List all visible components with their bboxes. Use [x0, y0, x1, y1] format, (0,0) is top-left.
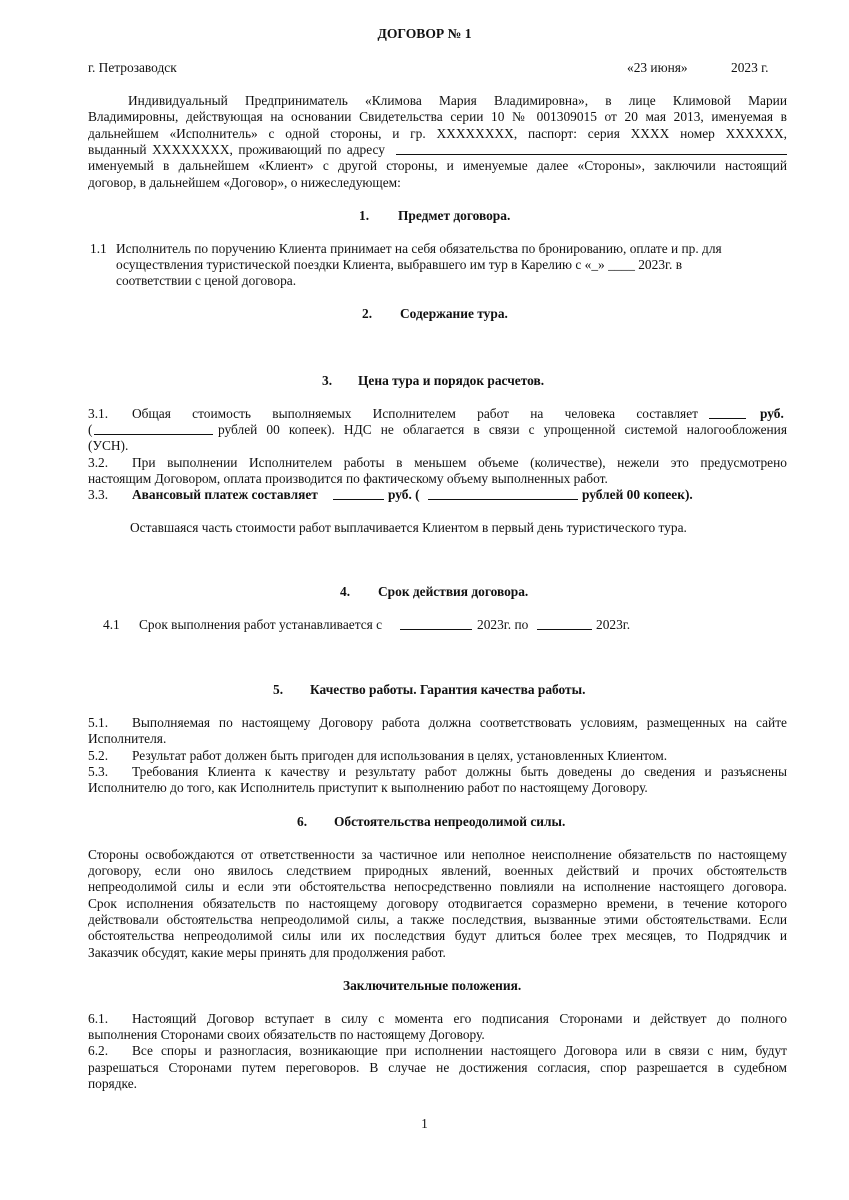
clause-number: 3.2.	[88, 455, 109, 470]
address-blank	[396, 154, 787, 155]
clause-line: Требования Клиента к качеству и результату работ должны быть доведены до сведения и разъяснены	[132, 764, 787, 779]
preamble-line: Владимировны, действующая на основании Свидетельства серии 10 № 001309015 от 20 мая 2013, именуемая в	[88, 109, 787, 124]
section-number: 4.	[340, 584, 351, 599]
force-majeure-line: договору, если оно явилось следствием природных явлений, военных действий и прочих обстоятельств	[88, 863, 787, 878]
clause-line: Исполнителю до того, как Исполнитель приступит к выполнению работ по настоящему Договору.	[88, 780, 648, 795]
clause-line: соответствии с ценой договора.	[116, 273, 297, 288]
clause-number: 6.2.	[88, 1043, 109, 1058]
clause-number: 3.3.	[88, 487, 109, 502]
term-to-label: 2023г. по	[477, 617, 529, 632]
page-number: 1	[421, 1116, 428, 1131]
force-majeure-line: Стороны освобождаются от ответственности за частичное или неполное неисполнение обязательств по настоящему	[88, 847, 787, 862]
force-majeure-line: Заказчик обсудят, какие меры принять для продолжения работ.	[88, 945, 446, 960]
clause-line: (УСН).	[88, 438, 129, 453]
clause-number: 3.1.	[88, 406, 109, 421]
clause-number: 4.1	[103, 617, 120, 632]
clause-number: 5.1.	[88, 715, 109, 730]
clause-line: Результат работ должен быть пригоден для использования в целях, установленных Клиентом.	[132, 748, 668, 763]
clause-line: Выполняемая по настоящему Договору работа должна соответствовать условиям, размещенных на сайте	[132, 715, 787, 730]
section-number: 1.	[359, 208, 370, 223]
preamble-line: договор, в дальнейшем «Договор», о нижеследующем:	[88, 175, 401, 190]
date-year: 2023 г.	[731, 60, 769, 75]
clause-line: При выполнении Исполнителем работы в меньшем объеме (количестве), нежели это предусмотрено	[132, 455, 787, 470]
clause-number: 1.1	[90, 241, 107, 256]
date-day: «23 июня»	[627, 60, 688, 75]
term-from-blank	[400, 629, 472, 630]
force-majeure-line: обстоятельства непреодолимой силы или их последствия будут длиться более трех месяцев, то Подрядчик и	[88, 928, 787, 943]
advance-kopecks: рублей 00 копеек).	[582, 487, 693, 502]
advance-label: Авансовый платеж составляет	[132, 487, 318, 502]
section-title: Обстоятельства непреодолимой силы.	[334, 814, 566, 829]
term-to-blank	[537, 629, 592, 630]
clause-line: Исполнитель по поручению Клиента принимает на себя обязательства по бронированию, оплате и пр. для	[116, 241, 722, 256]
clause-line: порядке.	[88, 1076, 137, 1091]
advance-blank	[333, 499, 384, 500]
section-title: Содержание тура.	[400, 306, 508, 321]
clause-line: настоящим Договором, оплата производится по фактическому объему выполненных работ.	[88, 471, 608, 486]
section-number: 2.	[362, 306, 373, 321]
clause-number: 5.2.	[88, 748, 109, 763]
remainder-text: Оставшаяся часть стоимости работ выплачивается Клиентом в первый день туристического тура.	[130, 520, 687, 535]
clause-number: 5.3.	[88, 764, 109, 779]
price-blank	[709, 418, 746, 419]
advance-rub: руб. (	[388, 487, 420, 502]
advance-words-blank	[428, 499, 578, 500]
rub-label: руб.	[760, 406, 784, 421]
clause-line: осуществления туристической поездки Клиента, выбравшего им тур в Карелию с «_» ____ 2023г. в	[116, 257, 683, 272]
clause-line: Настоящий Договор вступает в силу с момента его подписания Сторонами и действует до полного	[132, 1011, 787, 1026]
price-words-blank	[94, 434, 213, 435]
city: г. Петрозаводск	[88, 60, 177, 75]
clause-line: разрешаться Сторонами путем переговоров. В случае не достижения согласия, спор разрешается в судебном	[88, 1060, 787, 1075]
clause-line: рублей 00 копеек). НДС не облагается в связи с упрощенной системой налогообложения	[218, 422, 787, 437]
force-majeure-line: непреодолимой силы и если эти обстоятельства непосредственно повлияли на исполнение настоящего договора.	[88, 879, 787, 894]
preamble-line: выданный XXXXXXXX, проживающий по адресу	[88, 142, 385, 157]
section-number: 5.	[273, 682, 284, 697]
clause-line: выполнения Сторонами своих обязательств по настоящему Договору.	[88, 1027, 485, 1042]
clause-number: 6.1.	[88, 1011, 109, 1026]
paren-open: (	[88, 422, 93, 437]
document-title: ДОГОВОР № 1	[377, 26, 472, 41]
section-title: Предмет договора.	[398, 208, 511, 223]
section-title: Качество работы. Гарантия качества работы.	[310, 682, 586, 697]
force-majeure-line: действовали обстоятельства непреодолимой силы, а также последствия, вызванные этими обстоятельствами. Если	[88, 912, 787, 927]
clause-line: Общая стоимость выполняемых Исполнителем работ на человека составляет	[132, 406, 698, 421]
preamble-line: Индивидуальный Предприниматель «Климова Мария Владимировна», в лице Климовой Марии	[128, 93, 787, 108]
section-title: Заключительные положения.	[343, 978, 522, 993]
section-number: 3.	[322, 373, 333, 388]
section-title: Цена тура и порядок расчетов.	[358, 373, 545, 388]
clause-line: Исполнителя.	[88, 731, 167, 746]
section-number: 6.	[297, 814, 308, 829]
term-end-label: 2023г.	[596, 617, 631, 632]
term-from-label: Срок выполнения работ устанавливается с	[139, 617, 383, 632]
force-majeure-line: Срок исполнения обязательств по настоящему договору отодвигается соразмерно времени, в течение которого	[88, 896, 787, 911]
clause-line: Все споры и разногласия, возникающие при исполнении настоящего Договора или в связи с ним, будут	[132, 1043, 787, 1058]
preamble-line: дальнейшем «Исполнитель» с одной стороны, и гр. XXXXXXXX, паспорт: серия XXXX номер XXXXXX,	[88, 126, 787, 141]
preamble-line: именуемый в дальнейшем «Клиент» с другой стороны, и именуемые далее «Стороны», заключили настоящий	[88, 158, 787, 173]
section-title: Срок действия договора.	[378, 584, 529, 599]
